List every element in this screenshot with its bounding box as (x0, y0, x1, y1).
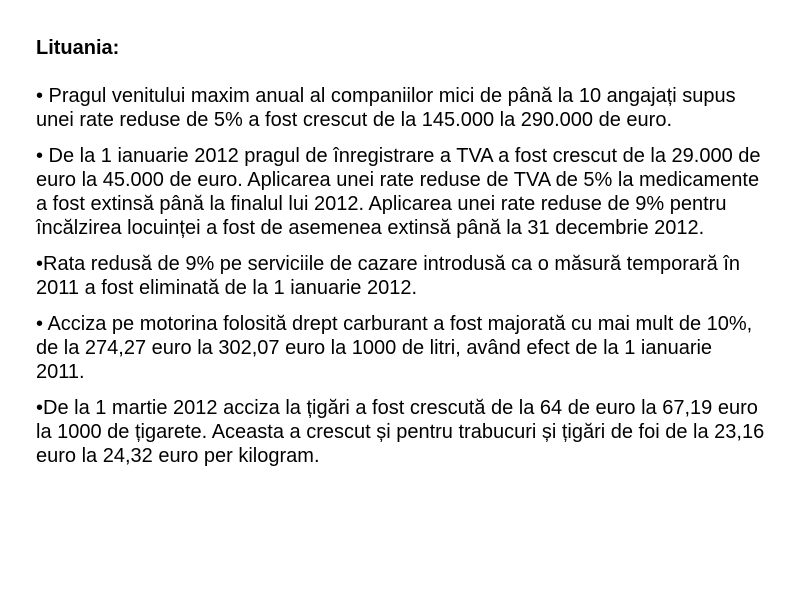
slide-content (36, 36, 766, 480)
slide-title: Lituania: (36, 37, 120, 59)
bullet-paragraph: • De la 1 ianuarie 2012 pragul de înregistrare a TVA a fost crescut de la 29.000 de euro la 45.000 de euro. Aplicarea unei rate reduse de TVA de 5% la medicamente a fost extinsă până la finalul lui 2012. Aplicarea unei rate reduse de 9% pentru încălzirea locuinței a fost de asemenea extinsă până la 31 decembrie 2012. (36, 145, 761, 239)
bullet-paragraph: • Pragul venitului maxim anual al companiilor mici de până la 10 angajați supus unei rate reduse de 5% a fost crescut de la 145.000 la 290.000 de euro. (36, 85, 736, 131)
bullet-paragraph: • Acciza pe motorina folosită drept carburant a fost majorată cu mai mult de 10%, de la 274,27 euro la 302,07 euro la 1000 de litri, având efect de la 1 ianuarie 2011. (36, 313, 753, 383)
bullet-paragraph: •De la 1 martie 2012 acciza la țigări a fost crescută de la 64 de euro la 67,19 euro la 1000 de țigarete. Aceasta a crescut și pentru trabucuri și țigări de foi de la 23,16 euro la 24,32 euro per kilogram. (36, 397, 765, 467)
bullet-paragraph: •Rata redusă de 9% pe serviciile de cazare introdusă ca o măsură temporară în 2011 a fost eliminată de la 1 ianuarie 2012. (36, 253, 741, 299)
